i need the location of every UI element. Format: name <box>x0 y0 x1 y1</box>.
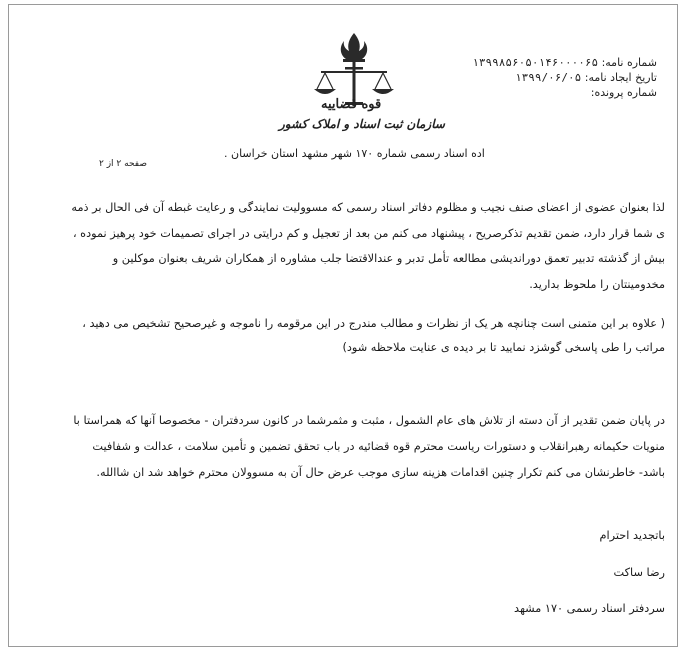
signer-name: رضا ساکت <box>613 566 665 579</box>
created-date-row <box>472 70 657 85</box>
office-line: اده اسناد رسمی شماره ۱۷۰ شهر مشهد استان خراسان . <box>224 147 485 160</box>
case-number-label: شماره پرونده: <box>590 86 657 99</box>
body-paragraph-2: ( علاوه بر این متمنی است چنانچه هر یک از نظرات و مطالب مندرج در این مرقومه را ناموجه و غیرصحیح تشخیص می دهید ، مراتب را طی پاسخی گوشزد نمایید تا بر دیده ی عنایت ملاحظه شود) <box>82 317 665 354</box>
closing-salutation: باتجدید احترام <box>599 529 665 542</box>
created-date-label: تاریخ ایجاد نامه: <box>584 71 657 84</box>
org-name-judiciary: قوه قضاییه <box>321 97 382 112</box>
body-paragraph-3: در پایان ضمن تقدیر از آن دسته از تلاش های عام الشمول ، مثبت و مثمرشما در کانون سردفتران - مخصوصا آنها که همراستا با منویات حکیمانه رهبرانقلاب و دستورات ریاست محترم قوه قضائیه در باب تحقق تضمین و تأمین سلامت ، عدالت و شفافیت باشد- خاطرنشان می کنم تکرار چنین اقدامات هزینه سازی موجب عرض حال آن به مسوولان محترم خواهد شد ان شاالله. <box>73 414 665 479</box>
letter-number-row <box>472 55 657 70</box>
letter-page <box>8 4 678 647</box>
page-indicator: صفحه ۲ از ۲ <box>99 159 147 169</box>
letter-number-value: ۱۳۹۹۸۵۶۰۵۰۱۴۶۰۰۰۰۶۵ <box>472 56 599 69</box>
letter-number-label: شماره نامه: <box>601 56 657 69</box>
case-number-row <box>472 85 657 100</box>
org-name-registration: سازمان ثبت اسناد و املاک کشور <box>279 117 445 131</box>
signer-title: سردفتر اسناد رسمی ۱۷۰ مشهد <box>514 602 665 615</box>
letter-metadata <box>472 55 657 100</box>
body-paragraph-1: لذا بعنوان عضوی از اعضای صنف نجیب و مظلوم دفاتر اسناد رسمی که مسوولیت نمایندگی و رعایت غبطه آن فی الحال بر ذمه ی شما قرار دارد، ضمن تقدیم تذکرصریح ، پیشنهاد می کنم من بعد از تعجیل و کم درایتی در اجرای تصمیمات خود پرهیز نموده ، بیش از گذشته تدبیر تعمق دوراندیشی مطالعه تأمل تدبر و عندالاقتضا جلب مشاوره از همکاران شریف بعنوان موکلین و مخدومینتان را ملحوظ بدارید. <box>71 201 665 291</box>
created-date-value: ۱۳۹۹/۰۶/۰۵ <box>515 71 582 84</box>
